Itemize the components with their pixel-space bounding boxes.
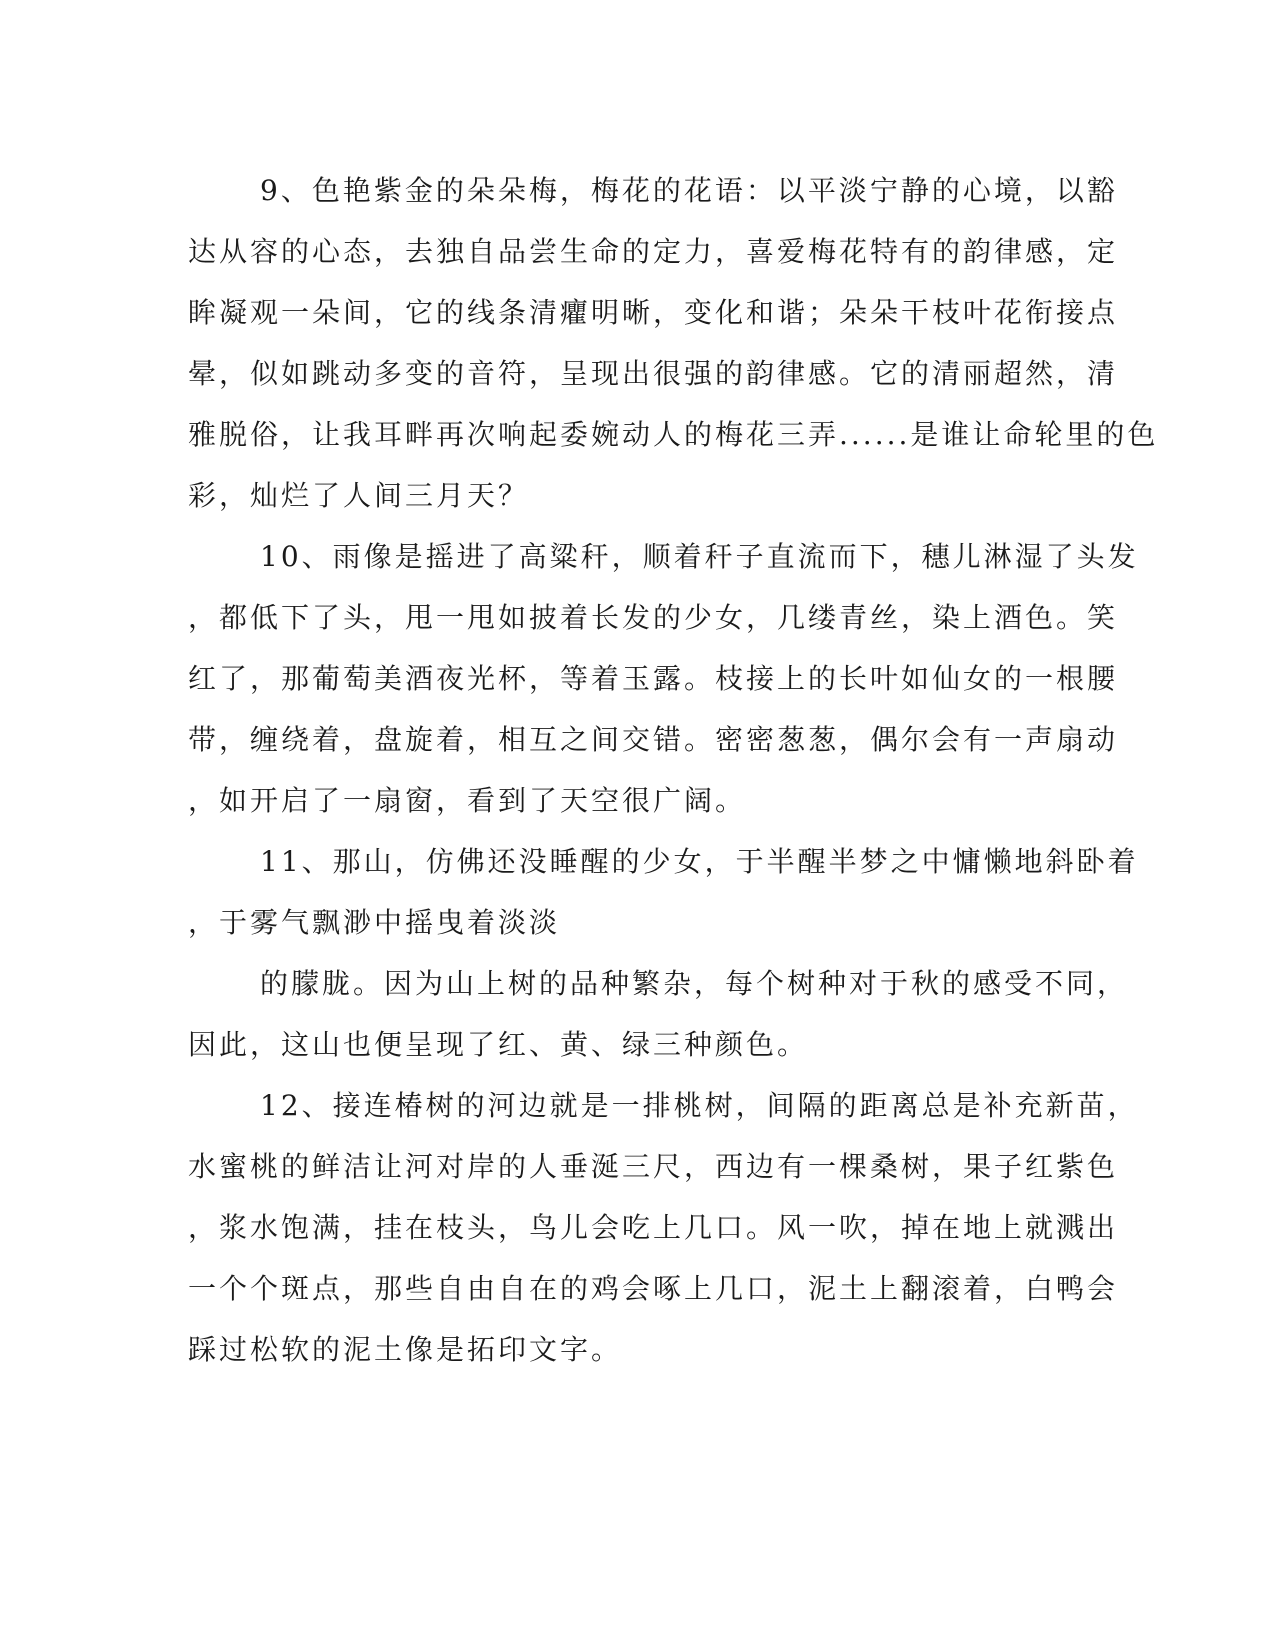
paragraph-11: [188, 831, 1139, 953]
text-line: 的朦胧。因为山上树的品种繁杂，每个树种对于秋的感受不同，: [260, 967, 1129, 1000]
text-line: ，都低下了头，甩一甩如披着长发的少女，几缕青丝，染上酒色。笑: [188, 601, 1119, 634]
text-line: 一个个斑点，那些自由自在的鸡会啄上几口，泥土上翻滚着，白鸭会: [188, 1272, 1119, 1305]
paragraph-9: [188, 160, 1159, 526]
text-line: 彩，灿烂了人间三月天？: [188, 479, 530, 512]
text-line: ，于雾气飘渺中摇曳着淡淡: [188, 906, 561, 939]
text-line: 12、接连椿树的河边就是一排桃树，间隔的距离总是补充新苗，: [260, 1089, 1139, 1122]
paragraph-11-continued: [188, 953, 1129, 1075]
text-line: 眸凝观一朵间，它的线条清癯明晰，变化和谐；朵朵干枝叶花衔接点: [188, 296, 1119, 329]
paragraph-12: [188, 1075, 1139, 1380]
text-line: 9、色艳紫金的朵朵梅，梅花的花语：以平淡宁静的心境，以豁: [260, 174, 1118, 207]
text-line: 踩过松软的泥土像是拓印文字。: [188, 1333, 623, 1366]
text-line: 晕，似如跳动多变的音符，呈现出很强的韵律感。它的清丽超然，清: [188, 357, 1119, 390]
text-line: 因此，这山也便呈现了红、黄、绿三种颜色。: [188, 1028, 809, 1061]
text-line: 水蜜桃的鲜洁让河对岸的人垂涎三尺，西边有一棵桑树，果子红紫色: [188, 1150, 1119, 1183]
text-line: 红了，那葡萄美酒夜光杯，等着玉露。枝接上的长叶如仙女的一根腰: [188, 662, 1119, 695]
text-line: 雅脱俗，让我耳畔再次响起委婉动人的梅花三弄......是谁让命轮里的色: [188, 418, 1159, 451]
text-line: ，如开启了一扇窗，看到了天空很广阔。: [188, 784, 747, 817]
document-body: [188, 160, 1159, 1380]
text-line: ，浆水饱满，挂在枝头，鸟儿会吃上几口。风一吹，掉在地上就溅出: [188, 1211, 1119, 1244]
text-line: 带，缠绕着，盘旋着，相互之间交错。密密葱葱，偶尔会有一声扇动: [188, 723, 1119, 756]
text-line: 10、雨像是摇进了高粱秆，顺着秆子直流而下，穗儿淋湿了头发: [260, 540, 1139, 573]
paragraph-10: [188, 526, 1139, 831]
text-line: 11、那山，仿佛还没睡醒的少女，于半醒半梦之中慵懒地斜卧着: [260, 845, 1139, 878]
text-line: 达从容的心态，去独自品尝生命的定力，喜爱梅花特有的韵律感，定: [188, 235, 1119, 268]
